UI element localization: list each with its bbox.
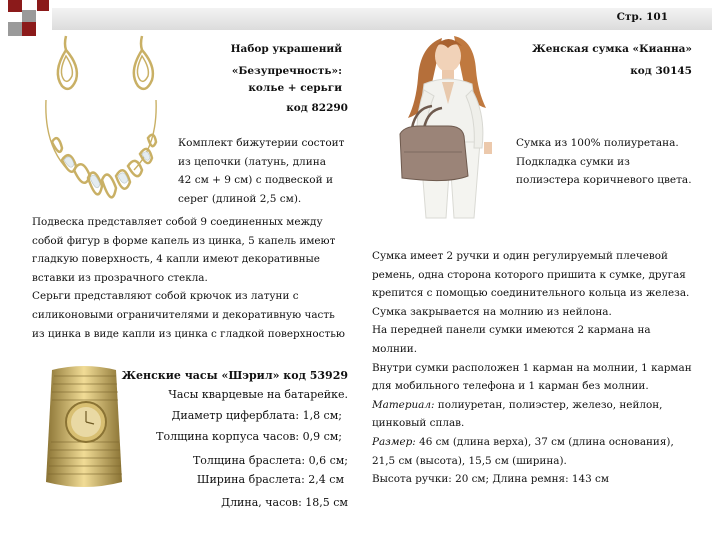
text-line: цинковый сплав. (372, 417, 465, 430)
text-line: Сумка из 100% полиуретана. (516, 137, 679, 149)
text-line: Внутри сумки расположен 1 карман на молнии, 1 карман (372, 361, 692, 374)
corner-square-dark (37, 0, 49, 11)
text-line: крепится с помощью соединительного кольца из железа. (372, 287, 690, 300)
text-line: полиэстера коричневого цвета. (516, 174, 692, 187)
text-line: из цинка в виде капли из цинка с гладкой поверхностью (32, 327, 345, 340)
corner-square-gray (22, 10, 36, 22)
jewelry-title-line-1: Набор украшений (230, 43, 342, 55)
text-line: серег (длиной 2,5 см). (178, 192, 302, 205)
text-line: 21,5 см (высота), 15,5 см (ширина). (372, 454, 567, 467)
text-line: из цепочки (латунь, длина (178, 155, 326, 168)
jewelry-long-description (32, 213, 345, 343)
material-line (372, 396, 692, 415)
watch-image (38, 362, 130, 492)
text-line: 42 см + 9 см) с подвеской и (178, 174, 333, 187)
text-line: вставки из прозрачного стекла. (32, 271, 208, 284)
text-line: Сумка имеет 2 ручки и один регулируемый плечевой (372, 250, 668, 262)
text-line: Подкладка сумки из (516, 155, 630, 168)
necklace-earrings-image (38, 30, 168, 215)
bag-code: код 30145 (630, 65, 692, 77)
bag-short-description (516, 134, 692, 190)
spec-line: Длина, часов: 18,5 см (221, 496, 348, 509)
text-line: Сумка закрывается на молнию из нейлона. (372, 305, 612, 318)
jewelry-title-line-2: «Безупречность»: (231, 65, 342, 77)
size-value: 46 см (длина верха), 37 см (длина основания), (415, 435, 674, 448)
text-line: гладкую поверхность, 4 капли имеют декоративные (32, 253, 320, 266)
text-line: На передней панели сумки имеются 2 кармана на (372, 324, 651, 337)
spec-line: Диаметр циферблата: 1,8 см; (171, 409, 342, 422)
size-label: Размер: (372, 435, 416, 448)
text-line: Подвеска представляет собой 9 соединенных между (32, 216, 323, 228)
woman-with-bag-image (398, 32, 510, 222)
page-number: Стр. 101 (616, 11, 668, 23)
header-bar (52, 8, 712, 30)
bag-details (372, 247, 692, 489)
spec-line: Часы кварцевые на батарейке. (168, 388, 348, 401)
jewelry-short-description (178, 134, 344, 208)
material-value: полиуретан, полиэстер, железо, нейлон, (434, 398, 663, 411)
text-line: силиконовыми ограничителями и декоративную часть (32, 308, 335, 321)
text-line: молнии. (372, 342, 418, 355)
jewelry-code: код 82290 (286, 102, 348, 114)
material-label: Материал: (372, 398, 435, 411)
corner-square-gray (8, 22, 22, 36)
watch-title: Женские часы «Шэрил» код 53929 (121, 369, 348, 382)
spec-line: Ширина браслета: 2,4 см (196, 473, 344, 486)
handles-line: Высота ручки: 20 см; Длина ремня: 143 см (372, 473, 609, 486)
text-line: Комплект бижутерии состоит (178, 137, 345, 149)
corner-square-dark (8, 0, 22, 12)
jewelry-title-line-3: колье + серьги (248, 82, 342, 94)
corner-square-dark (22, 22, 36, 36)
text-line: ремень, одна сторона которого пришита к сумке, другая (372, 268, 686, 281)
size-line (372, 433, 692, 452)
bag-title: Женская сумка «Кианна» (531, 43, 692, 55)
spec-line: Толщина корпуса часов: 0,9 см; (156, 430, 342, 443)
watch-specs (156, 385, 348, 512)
text-line: для мобильного телефона и 1 карман без молнии. (372, 380, 649, 393)
spec-line: Толщина браслета: 0,6 см; (192, 454, 348, 467)
text-line: Серьги представляют собой крючок из латуни с (32, 290, 299, 303)
text-line: собой фигур в форме капель из цинка, 5 капель имеют (32, 234, 336, 247)
